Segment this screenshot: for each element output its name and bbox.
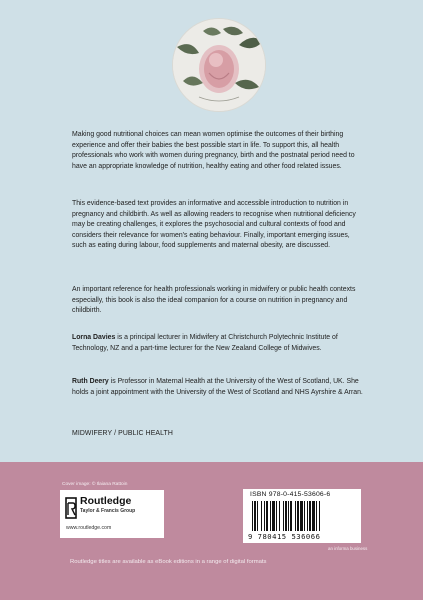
informa-tagline: an informa business [328, 546, 368, 551]
barcode-stripe [307, 501, 308, 531]
barcode-stripe [257, 501, 258, 531]
barcode-stripe [300, 501, 303, 531]
author-bio-2 [72, 377, 364, 398]
barcode-stripe [266, 501, 268, 531]
publisher-logo-block [60, 490, 164, 538]
author-bio-text: is Professor in Maternal Health at the University of the West of Scotland, UK. She holds a joint appointment with the University of the West of Scotland and NHS Ayrshire & Arran. [72, 378, 363, 396]
fetus-illustration [173, 19, 265, 111]
barcode-stripe [264, 501, 265, 531]
barcode-number: 9 780415 536066 [248, 532, 321, 541]
barcode-stripe [283, 501, 284, 531]
description-paragraph-2: This evidence-based text provides an informative and accessible introduction to nutrition in pregnancy and childbirth. As well as allowing readers to recognise when nutritional deficiency may be creating challenges, it explores the psychosocial and cultural contexts of food and considers their relevance for women's eating behaviour. Finally, important emerging issues, such as eating during labour, food supplements and maternal obesity, are discussed. [72, 200, 356, 250]
author-bio-text: is a principal lecturer in Midwifery at Christchurch Polytechnic Institute of Technology, NZ and a part-time lecturer for the New Zealand College of Midwives. [72, 334, 338, 352]
barcode-stripe [279, 501, 280, 531]
barcode-stripe [309, 501, 311, 531]
barcode-stripe [316, 501, 317, 531]
barcode-stripe [304, 501, 305, 531]
barcode-stripe [319, 501, 320, 531]
barcode-stripe [261, 501, 262, 531]
publisher-url: www.routledge.com [66, 525, 112, 531]
barcode-stripe [285, 501, 287, 531]
isbn-barcode-block [243, 489, 361, 543]
cover-image-credit: Cover image: © Ilaiana Rattoin [62, 482, 128, 487]
author-name: Lorna Davies [72, 334, 116, 341]
publisher-name: Routledge [80, 495, 132, 507]
routledge-logo-icon [65, 497, 77, 519]
barcode-stripe [254, 501, 256, 531]
description-paragraph-1: Making good nutritional choices can mean women optimise the outcomes of their birthing experience and offer their babies the best possible start in life. To support this, all health professionals who work with women during pregnancy, birth and the postnatal period need to have an appropriate knowledge of nutrition, healthy eating and other food related issues. [72, 131, 355, 170]
barcode-stripe [270, 501, 271, 531]
barcode-stripe [272, 501, 275, 531]
isbn-label: ISBN 978-0-415-53606-6 [250, 491, 331, 498]
barcode-graphic [251, 501, 353, 531]
barcode-stripe [288, 501, 289, 531]
description-paragraph-3: An important reference for health professionals working in midwifery or public health contexts especially, this book is also the ideal companion for a course on nutrition in pregnancy and childbirth. [72, 286, 356, 315]
cover-illustration-fetus-leaves [172, 18, 266, 112]
author-bio-1 [72, 333, 364, 354]
author-name: Ruth Deery [72, 378, 109, 385]
barcode-stripe [297, 501, 299, 531]
subject-category: MIDWIFERY / PUBLIC HEALTH [72, 430, 173, 437]
ebook-availability-note: Routledge titles are available as eBook editions in a range of digital formats [70, 559, 267, 565]
barcode-stripe [295, 501, 296, 531]
barcode-stripe [312, 501, 315, 531]
barcode-stripe [252, 501, 253, 531]
publisher-group: Taylor & Francis Group [80, 508, 136, 514]
barcode-stripe [276, 501, 277, 531]
barcode-stripe [290, 501, 292, 531]
